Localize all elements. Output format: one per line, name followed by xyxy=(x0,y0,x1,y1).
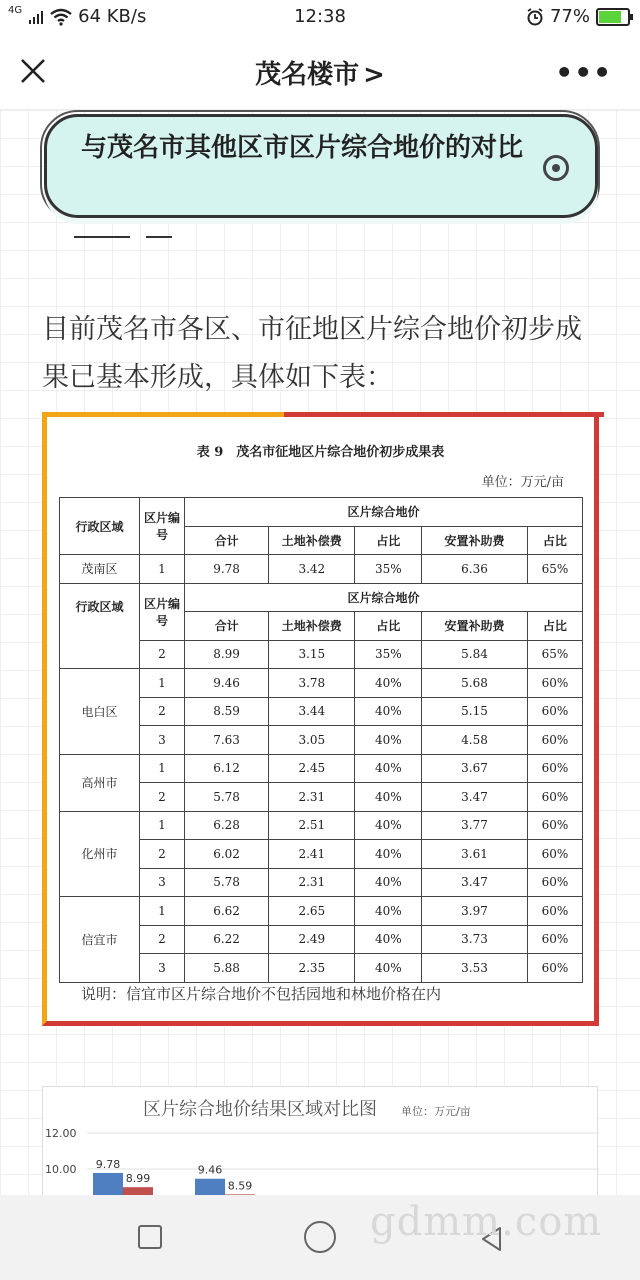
cell-land: 2.31 xyxy=(269,868,355,897)
cell-r1: 35% xyxy=(355,555,422,584)
cell-zone: 2 xyxy=(139,925,184,954)
cell-r1: 40% xyxy=(355,925,422,954)
col-land_comp: 土地补偿费 xyxy=(269,612,355,641)
district-cell: 信宜市 xyxy=(60,897,140,983)
table-body xyxy=(60,498,583,983)
table-note: 说明：信宜市区片综合地价不包括园地和林地价格在内 xyxy=(81,985,442,1003)
table-image[interactable] xyxy=(42,412,599,1026)
col-ratio: 占比 xyxy=(527,526,582,555)
network-label: 4G xyxy=(8,5,23,16)
heading-divider xyxy=(74,236,130,238)
bar-value-label: 8.99 xyxy=(125,1172,151,1186)
cell-zone: 2 xyxy=(139,840,184,869)
cell-zone: 2 xyxy=(139,783,184,812)
table-row xyxy=(60,811,583,840)
table-unit: 单位：万元/亩 xyxy=(481,475,564,490)
section-heading: 与茂名市其他区市区片综合地价的对比 xyxy=(80,133,523,163)
cell-land: 3.42 xyxy=(269,555,355,584)
cell-r2: 60% xyxy=(527,840,582,869)
cell-resettle: 5.84 xyxy=(422,640,528,669)
y-tick-label: 10.00 xyxy=(45,1163,77,1176)
col-ratio1: 占比 xyxy=(355,612,422,641)
col-land-comp: 土地补偿费 xyxy=(269,526,355,555)
cell-resettle: 3.47 xyxy=(422,868,528,897)
cell-total: 6.28 xyxy=(184,811,268,840)
watermark: gdmm.com xyxy=(370,1199,603,1245)
cell-r1: 40% xyxy=(355,868,422,897)
cell-zone: 1 xyxy=(139,897,184,926)
nav-bar xyxy=(0,34,640,110)
table-row xyxy=(60,897,583,926)
cell-r2: 60% xyxy=(527,897,582,926)
cell-r1: 40% xyxy=(355,697,422,726)
battery-percent: 77% xyxy=(549,6,590,27)
cell-total: 5.78 xyxy=(184,783,268,812)
cell-total: 8.59 xyxy=(184,697,268,726)
col-zone: 区片编号 xyxy=(139,498,184,555)
cell-total: 6.02 xyxy=(184,840,268,869)
cell-zone: 3 xyxy=(139,726,184,755)
district-cell: 化州市 xyxy=(60,811,140,897)
page-title[interactable] xyxy=(0,54,640,91)
cell-zone: 3 xyxy=(139,954,184,983)
battery-icon xyxy=(596,8,630,26)
article-content[interactable] xyxy=(0,110,640,1195)
cell-r1: 40% xyxy=(355,840,422,869)
alarm-icon xyxy=(526,8,544,26)
col-total: 合计 xyxy=(184,526,268,555)
cell-land: 2.65 xyxy=(269,897,355,926)
home-button[interactable] xyxy=(304,1221,336,1253)
cell-r1: 40% xyxy=(355,811,422,840)
cell-resettle: 3.61 xyxy=(422,840,528,869)
cell-total: 8.99 xyxy=(184,640,268,669)
table-row xyxy=(60,754,583,783)
cell-land: 3.05 xyxy=(269,726,355,755)
col-group: 区片综合地价 xyxy=(184,498,582,527)
land-price-table xyxy=(59,497,583,983)
cell-zone: 2 xyxy=(139,697,184,726)
cell-resettle: 5.68 xyxy=(422,669,528,698)
cell-resettle: 6.36 xyxy=(422,555,528,584)
cell-r2: 60% xyxy=(527,726,582,755)
col-ratio2: 占比 xyxy=(527,612,582,641)
cell-r1: 35% xyxy=(355,640,422,669)
cell-r1: 40% xyxy=(355,754,422,783)
table-title: 表 9 茂名市征地区片综合地价初步成果表 xyxy=(196,445,445,460)
target-icon xyxy=(543,155,569,181)
cell-land: 3.44 xyxy=(269,697,355,726)
cell-land: 2.35 xyxy=(269,954,355,983)
more-menu-button[interactable]: ••• xyxy=(555,56,612,89)
cell-zone: 1 xyxy=(139,669,184,698)
y-tick-label: 12.00 xyxy=(45,1127,77,1140)
cell-land: 2.31 xyxy=(269,783,355,812)
page-title-text: 茂名楼市 xyxy=(255,60,360,90)
cell-r1: 40% xyxy=(355,669,422,698)
clock: 12:38 xyxy=(294,6,346,27)
col-district: 行政区域 xyxy=(60,583,140,669)
cell-r2: 60% xyxy=(527,783,582,812)
cell-resettle: 3.97 xyxy=(422,897,528,926)
cell-r2: 60% xyxy=(527,697,582,726)
bar-value-label: 9.78 xyxy=(95,1157,121,1171)
heading-divider-short xyxy=(146,236,172,238)
col-zone: 区片编号 xyxy=(139,583,184,640)
chart-title: 区片综合地价结果区域对比图 xyxy=(143,1099,377,1120)
cell-total: 9.46 xyxy=(184,669,268,698)
cell-r2: 60% xyxy=(527,754,582,783)
cell-land: 3.15 xyxy=(269,640,355,669)
table-row xyxy=(60,669,583,698)
col-resettle: 安置补助费 xyxy=(422,526,528,555)
col-ratio: 占比 xyxy=(355,526,422,555)
cell-total: 9.78 xyxy=(184,555,268,584)
cell-total: 5.78 xyxy=(184,868,268,897)
cell-r2: 60% xyxy=(527,669,582,698)
cell-r2: 60% xyxy=(527,868,582,897)
recent-apps-button[interactable] xyxy=(138,1225,162,1249)
cell-zone: 2 xyxy=(139,640,184,669)
battery-fill xyxy=(599,11,621,23)
chart-unit: 单位：万元/亩 xyxy=(401,1105,471,1118)
district-cell: 茂南区 xyxy=(60,555,140,584)
intro-paragraph: 目前茂名市各区、市征地区片综合地价初步成果已基本形成，具体如下表： xyxy=(42,314,582,393)
cell-zone: 3 xyxy=(139,868,184,897)
cell-resettle: 3.73 xyxy=(422,925,528,954)
cell-r2: 60% xyxy=(527,811,582,840)
cell-land: 3.78 xyxy=(269,669,355,698)
cell-total: 5.88 xyxy=(184,954,268,983)
col-total: 合计 xyxy=(184,612,268,641)
district-cell: 电白区 xyxy=(60,669,140,755)
cell-zone: 1 xyxy=(139,811,184,840)
table-row xyxy=(60,555,583,584)
cell-r2: 65% xyxy=(527,640,582,669)
col-district: 行政区域 xyxy=(60,498,140,555)
status-bar xyxy=(0,0,640,34)
cell-resettle: 3.47 xyxy=(422,783,528,812)
cell-resettle: 5.15 xyxy=(422,697,528,726)
cell-r2: 65% xyxy=(527,555,582,584)
frame-accent xyxy=(284,412,604,417)
col-resettle: 安置补助费 xyxy=(422,612,528,641)
chevron-right-icon: > xyxy=(363,60,385,90)
cell-land: 2.45 xyxy=(269,754,355,783)
col-group: 区片综合地价 xyxy=(184,583,582,612)
bar-value-label: 8.59 xyxy=(227,1179,253,1193)
cell-r1: 40% xyxy=(355,897,422,926)
cell-land: 2.51 xyxy=(269,811,355,840)
cell-land: 2.41 xyxy=(269,840,355,869)
system-nav-bar xyxy=(0,1195,640,1280)
cell-resettle: 3.53 xyxy=(422,954,528,983)
district-cell: 高州市 xyxy=(60,754,140,811)
cell-resettle: 4.58 xyxy=(422,726,528,755)
header-row xyxy=(60,583,583,612)
network-speed: 64 KB/s xyxy=(78,6,147,27)
section-heading-card xyxy=(44,114,598,218)
cell-r2: 60% xyxy=(527,954,582,983)
cell-zone: 1 xyxy=(139,754,184,783)
cell-r2: 60% xyxy=(527,925,582,954)
cell-r1: 40% xyxy=(355,726,422,755)
cell-resettle: 3.77 xyxy=(422,811,528,840)
status-right xyxy=(526,6,630,27)
cell-resettle: 3.67 xyxy=(422,754,528,783)
header-row xyxy=(60,498,583,527)
cell-r1: 40% xyxy=(355,954,422,983)
cell-total: 6.12 xyxy=(184,754,268,783)
cell-total: 6.62 xyxy=(184,897,268,926)
bar-value-label: 9.46 xyxy=(197,1163,223,1177)
cell-r1: 40% xyxy=(355,783,422,812)
cell-total: 7.63 xyxy=(184,726,268,755)
cell-zone: 1 xyxy=(139,555,184,584)
cell-land: 2.49 xyxy=(269,925,355,954)
cell-total: 6.22 xyxy=(184,925,268,954)
